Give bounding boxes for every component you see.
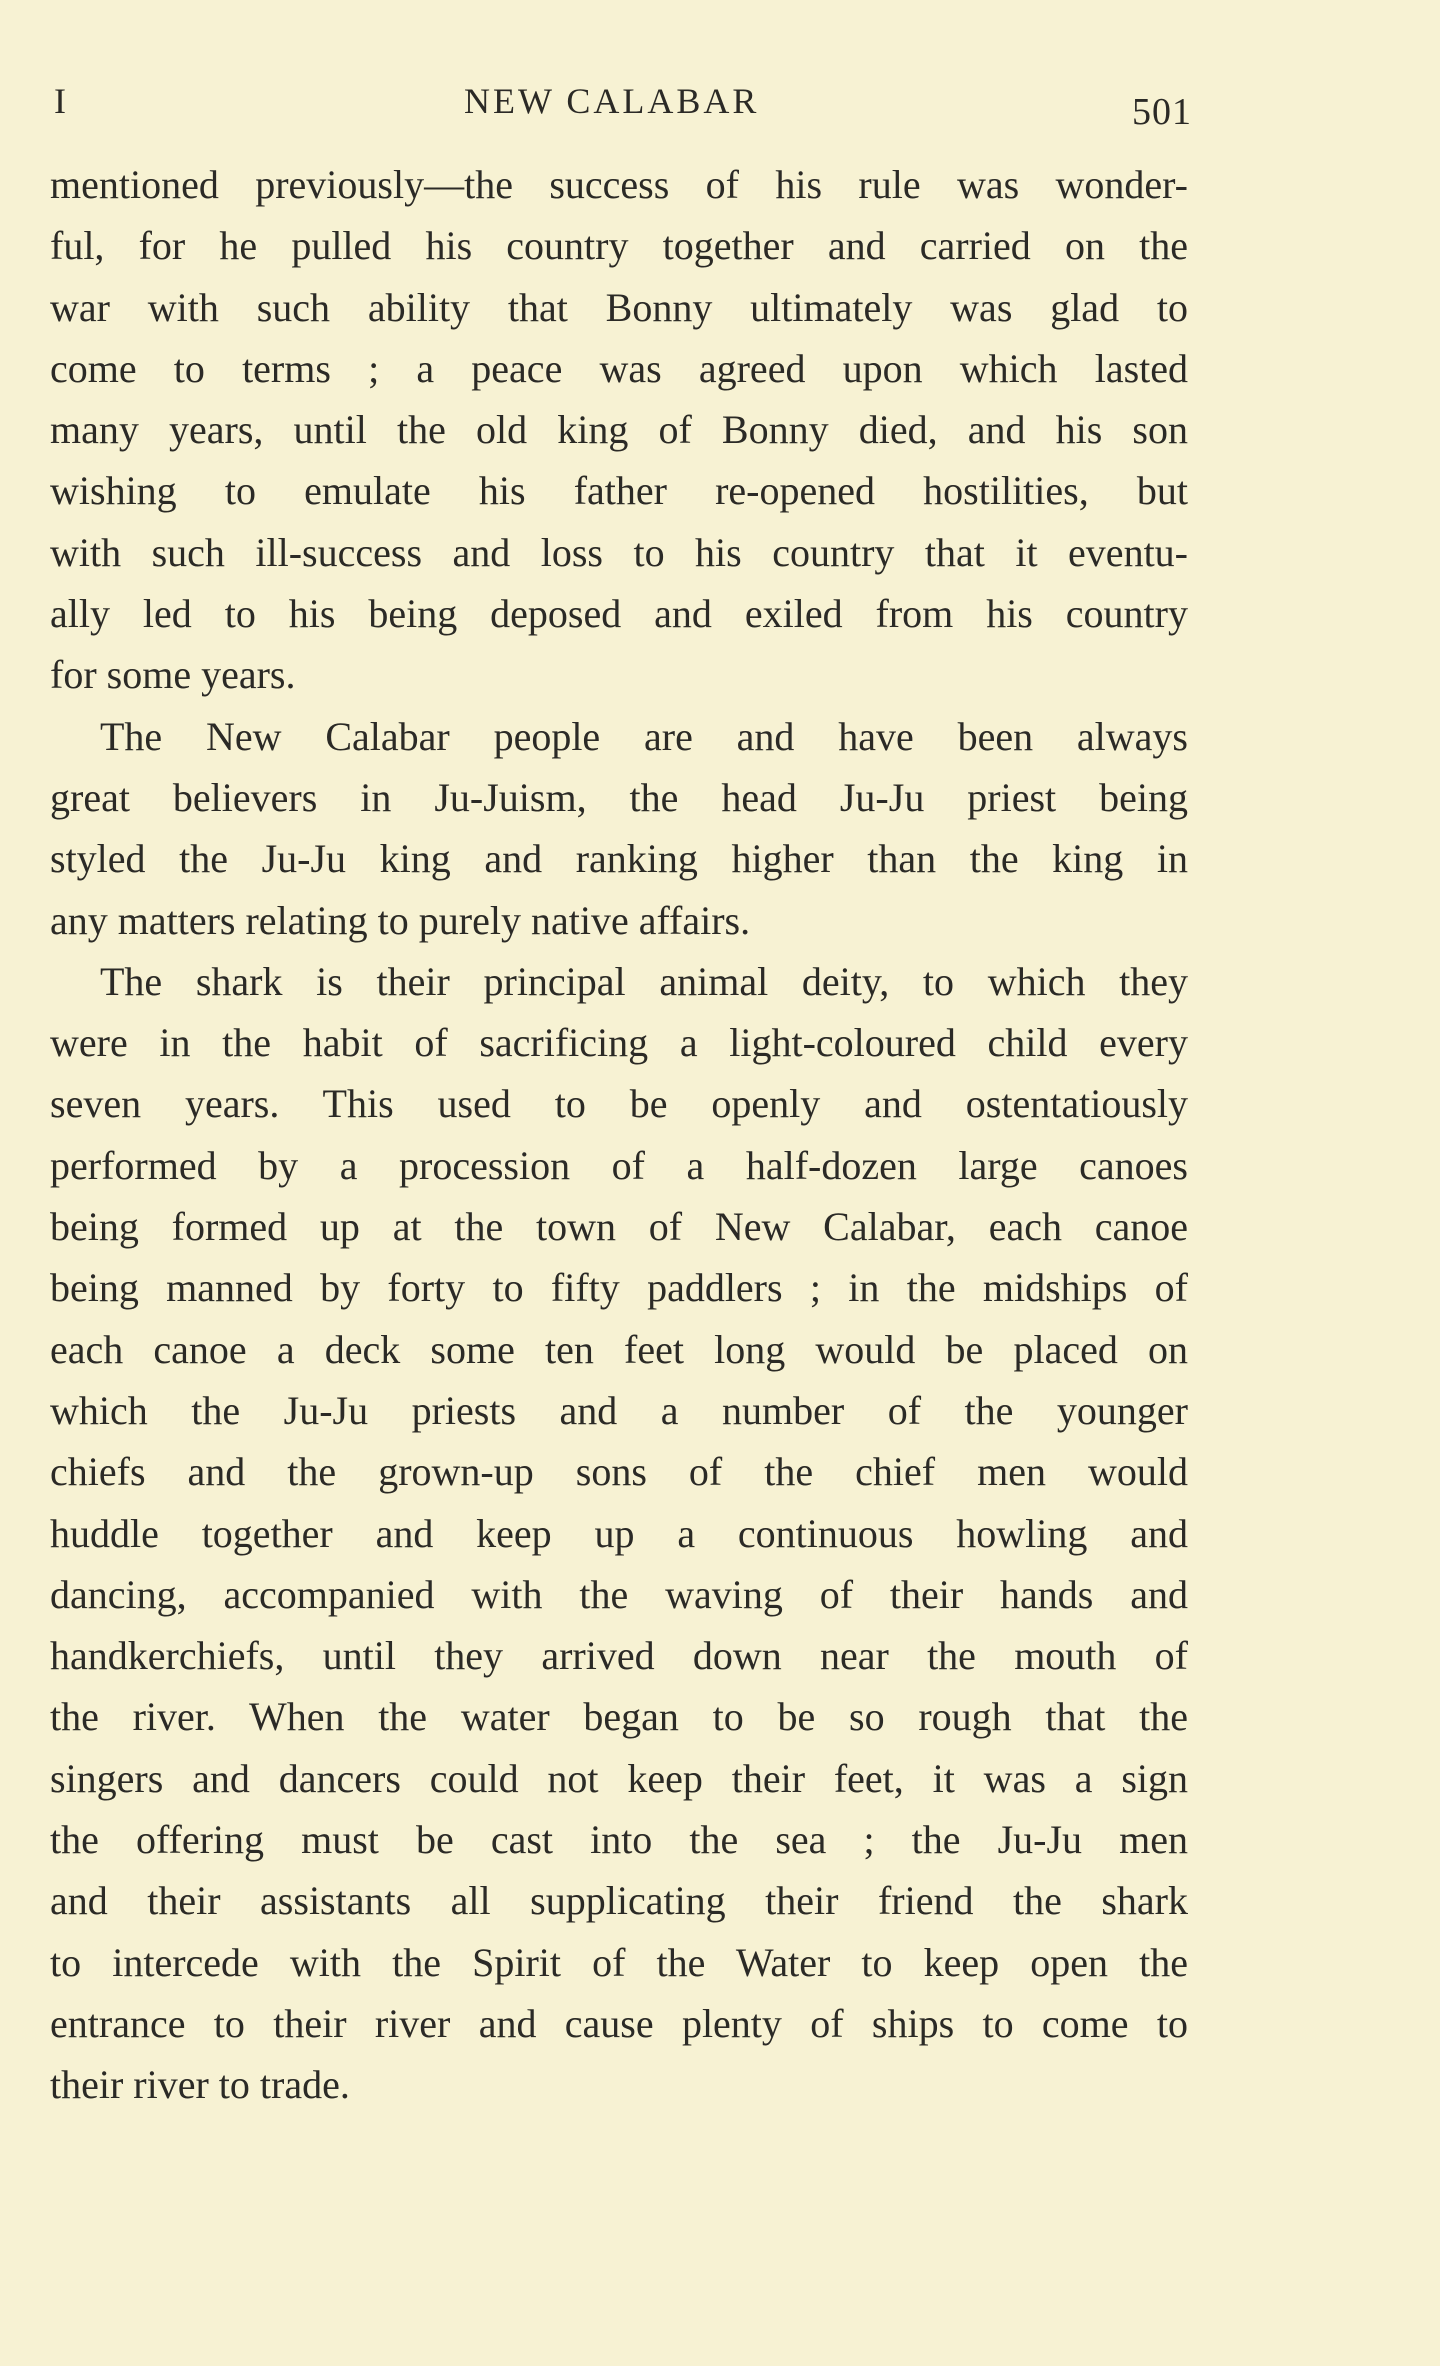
text-line: the river. When the water began to be so rough that the [50,1694,1188,1740]
paragraph-2 [50,706,1188,951]
text-line: each canoe a deck some ten feet long would be placed on [50,1326,1188,1372]
text-line: ful, for he pulled his country together and carried on the [50,223,1188,269]
chapter-number: I [54,81,69,121]
text-line: their river to trade. [50,2062,350,2108]
text-line: styled the Ju-Ju king and ranking higher than the king in [50,836,1188,882]
text-line: which the Ju-Ju priests and a number of the younger [50,1387,1188,1433]
text-line: The New Calabar people are and have been always [100,713,1188,759]
text-line: entrance to their river and cause plenty of ships to come to [50,2000,1188,2046]
text-line: come to terms ; a peace was agreed upon which lasted [50,345,1188,391]
text-line: any matters relating to purely native affairs. [50,897,751,943]
text-line: many years, until the old king of Bonny died, and his son [50,407,1188,453]
text-line: being manned by forty to fifty paddlers ; in the midships of [50,1265,1188,1311]
text-line: The shark is their principal animal deity, to which they [100,958,1188,1004]
text-line: seven years. This used to be openly and ostentatiously [50,1081,1188,1127]
text-line: the offering must be cast into the sea ; the Ju-Ju men [50,1817,1188,1863]
text-line: huddle together and keep up a continuous howling and [50,1510,1188,1556]
text-line: chiefs and the grown-up sons of the chief men would [50,1449,1188,1495]
text-line: great believers in Ju-Juism, the head Ju-Ju priest being [50,774,1188,820]
page-number: 501 [1132,91,1192,133]
paragraph-3 [50,951,1188,2116]
text-line: to intercede with the Spirit of the Water to keep open the [50,1939,1188,1985]
text-line: performed by a procession of a half-dozen large canoes [50,1142,1188,1188]
text-line: singers and dancers could not keep their feet, it was a sign [50,1755,1188,1801]
text-line: with such ill-success and loss to his country that it eventu- [50,529,1188,575]
text-line: war with such ability that Bonny ultimately was glad to [50,284,1188,330]
text-line: being formed up at the town of New Calabar, each canoe [50,1204,1188,1250]
text-line: ally led to his being deposed and exiled from his country [50,591,1188,637]
chapter-title: NEW CALABAR [464,81,760,121]
text-line: dancing, accompanied with the waving of their hands and [50,1571,1188,1617]
text-line: for some years. [50,652,296,698]
text-line: mentioned previously—the success of his rule was wonder- [50,162,1188,207]
paragraph-1 [50,154,1188,706]
text-line: and their assistants all supplicating their friend the shark [50,1878,1188,1924]
text-line: wishing to emulate his father re-opened hostilities, but [50,468,1188,514]
text-line: handkerchiefs, until they arrived down near the mouth of [50,1633,1188,1679]
running-head [0,74,1440,134]
body-text [50,154,1188,2116]
text-line: were in the habit of sacrificing a light-coloured child every [50,1020,1188,1066]
